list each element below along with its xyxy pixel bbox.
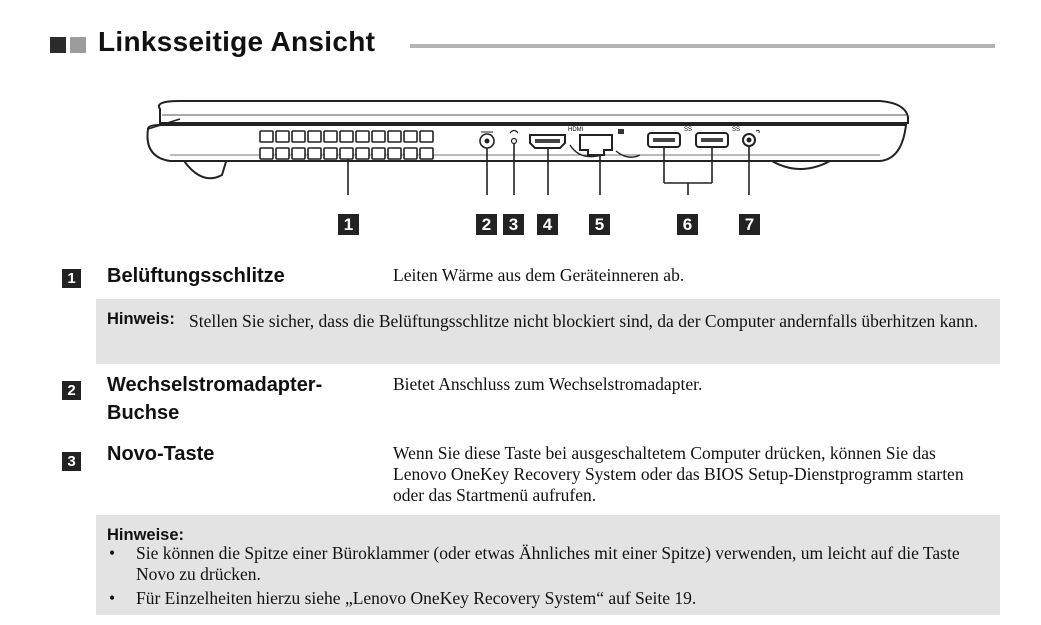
svg-text:SS: SS xyxy=(732,127,741,133)
callout-badge-1: 1 xyxy=(338,214,359,235)
callout-badge-4: 4 xyxy=(537,214,558,235)
note-box-2 xyxy=(96,515,1000,615)
callout-badge-7: 7 xyxy=(739,214,760,235)
bullet-text-1: Sie können die Spitze einer Büroklammer (oder etwas Ähnliches mit einer Spitze) verwenden, um leicht auf die Taste Novo zu drücken. xyxy=(136,543,960,584)
item-number-3: 3 xyxy=(62,452,81,471)
list-item: • Für Einzelheiten hierzu siehe „Lenovo OneKey Recovery System“ auf Seite 19. xyxy=(109,588,697,608)
list-item: • Sie können die Spitze einer Büroklammer (oder etwas Ähnliches mit einer Spitze) verwenden, um leicht auf die Taste Novo zu drücken. xyxy=(109,543,960,584)
item-term-3: Novo-Taste xyxy=(107,443,215,465)
note-label: Hinweis: xyxy=(107,310,175,328)
page-title: Linksseitige Ansicht xyxy=(98,26,376,57)
svg-text:SS: SS xyxy=(684,127,693,133)
dark-square-icon xyxy=(50,37,66,53)
item-term-2-line2: Buchse xyxy=(107,402,180,424)
svg-text:HDMI: HDMI xyxy=(568,127,584,133)
laptop-left-side-illustration xyxy=(140,95,910,195)
item-term-2-line1: Wechselstromadapter- xyxy=(107,374,323,396)
section-header xyxy=(50,28,995,62)
notes-list xyxy=(107,543,997,612)
item-desc-2: Bietet Anschluss zum Wechselstromadapter. xyxy=(393,374,703,394)
callout-badge-5: 5 xyxy=(589,214,610,235)
callout-badge-6: 6 xyxy=(677,214,698,235)
item-number-2: 2 xyxy=(62,381,81,400)
note-box-1 xyxy=(96,299,1000,364)
item-desc-1: Leiten Wärme aus dem Geräteinneren ab. xyxy=(393,265,685,285)
note-text: Stellen Sie sicher, dass die Belüftungsschlitze nicht blockiert sind, da der Computer andernfalls überhitzen kann. xyxy=(189,311,979,331)
item-term-2 xyxy=(107,371,387,427)
gray-square-icon xyxy=(70,37,86,53)
header-rule xyxy=(410,44,995,48)
item-desc-3: Wenn Sie diese Taste bei ausgeschaltetem Computer drücken, können Sie das Lenovo OneKey Recovery System oder das BIOS Setup-Dienstprogramm starten oder das Startmenü aufrufen. xyxy=(393,443,964,505)
item-term-1: Belüftungsschlitze xyxy=(107,265,285,287)
bullet-text-2: Für Einzelheiten hierzu siehe „Lenovo OneKey Recovery System“ auf Seite 19. xyxy=(136,588,697,608)
notes-label: Hinweise: xyxy=(107,526,185,544)
item-number-1: 1 xyxy=(62,269,81,288)
callout-badge-3: 3 xyxy=(503,214,524,235)
callout-badge-2: 2 xyxy=(476,214,497,235)
